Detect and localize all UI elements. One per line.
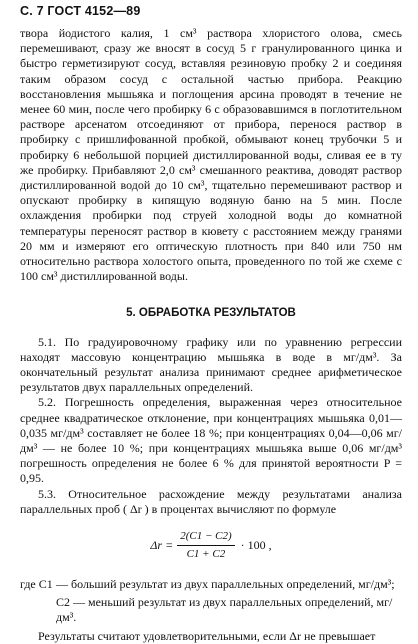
section-title: 5. ОБРАБОТКА РЕЗУЛЬТАТОВ (126, 307, 296, 320)
formula-multiplier: · 100 , (240, 538, 272, 553)
legend-c1-prefix: где C1 (20, 576, 53, 591)
paragraph-method: твора йодистого калия, 1 см³ раствора хлористого олова, смесь перемешивают, сразу же вносят в сосуд 5 г гранулированного цинка и быстро герметизируют сосуд, вставляя резиновую пробку 2 и соединяя таким образом сосуд с остальной частью прибора. Реакцию восстановления мышьяка и поглощения арсина проводят в течение не менее 60 мин, после чего пробирку 6 с образовавшимся в поглотительном растворе арсенатом отсоединяют от прибора, перенося раствор в пробирку с пришлифованной пробкой, обмывают конец трубочки 5 и пробирку 6 небольшой порцией дистиллированной воды, сливая ее в ту же пробирку. Прибавляют 2,0 см³ смешанного реактива, доводят раствор дистиллированной водой до 10 см³, тщательно перемешивают раствор и опускают пробирку в кипящую водяную баню на 5 мин. После охлаждения пробирки под струей холодной воды до комнатной температуры переносят раствор в кювету с расстоянием между гранями 20 мм и измеряют его оптическую плотность при 840 или 750 нм относительно раствора холостого опыта, проведенного по той же схеме с 100 см³ дистиллированной воды. (20, 26, 402, 284)
legend-c1-text: — больший результат из двух параллельных определений, мг/дм³; (56, 576, 395, 591)
legend-c2 (20, 595, 402, 625)
formula-lhs: Δr = (150, 538, 174, 553)
legend-c2-text: C2 — меньший результат из двух параллельных определений, мг/дм³. (56, 594, 393, 624)
paragraph-5-3: 5.3. Относительное расхождение между результатами анализа параллельных проб ( Δr ) в процентах вычисляют по формуле (20, 486, 402, 516)
formula-numerator: 2(C1 − C2) (177, 529, 234, 546)
paragraph-final: Результаты считают удовлетворительными, если Δr не превышает (38, 629, 376, 644)
paragraph-5-2: 5.2. Погрешность определения, выраженная через относительное среднее квадратическое отклонение, при концентрациях мышьяка 0,01—0,035 мг/дм³ составляет не более 18 %; при концентрациях 0,04—0,06 мг/дм³ — не более 10 %; при концентрациях мышьяка выше 0,06 мг/дм³ погрешность определения не более 6 % для принятой вероятности P = 0,95. (20, 395, 402, 486)
formula (20, 529, 402, 562)
page-header: С. 7 ГОСТ 4152—89 (20, 4, 141, 18)
document-body (20, 26, 402, 644)
formula-fraction (177, 529, 234, 562)
formula-denominator: C1 + C2 (186, 548, 226, 561)
paragraph-5-1: 5.1. По градуировочному графику или по уравнению регрессии находят массовую концентрацию мышьяка в воде в мг/дм³. За окончательный результат анализа принимают среднее арифметическое результатов двух параллельных определений. (20, 334, 402, 395)
legend-c1 (20, 577, 402, 592)
